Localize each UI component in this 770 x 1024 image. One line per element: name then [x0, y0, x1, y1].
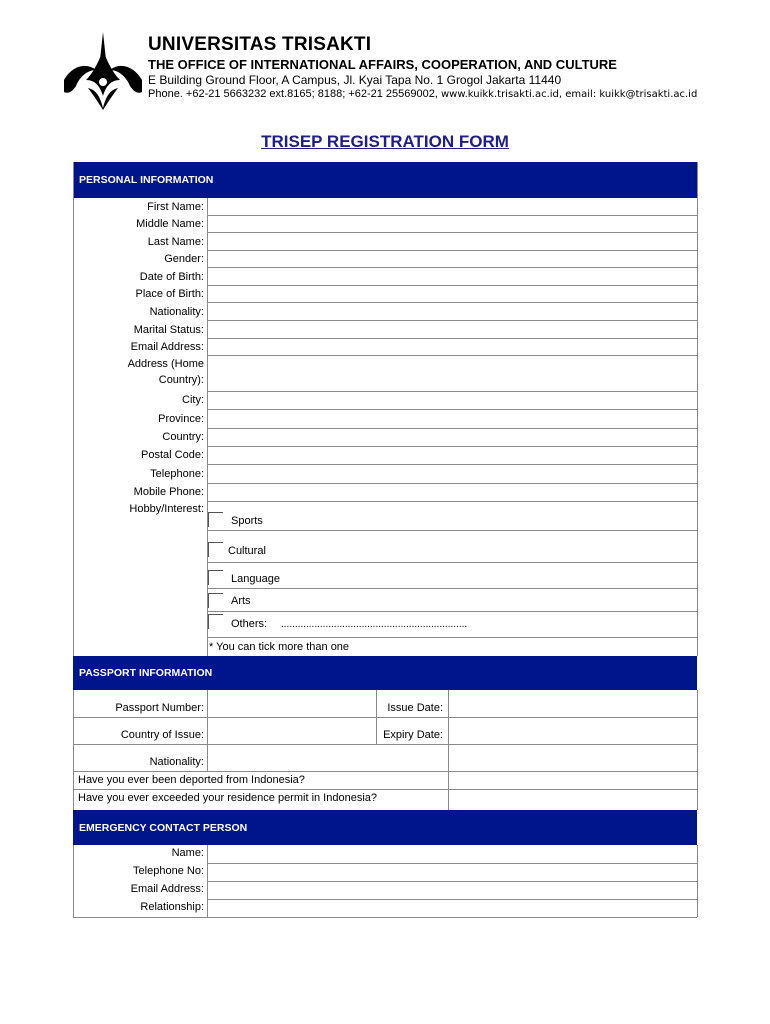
- personal-row-line: [207, 409, 697, 410]
- hobby-row-line: [207, 562, 697, 563]
- hobby-row-line: [207, 588, 697, 589]
- hobby-arts-checkbox[interactable]: [208, 593, 223, 608]
- personal-field-label: Telephone:: [150, 468, 204, 480]
- personal-field-label: First Name:: [147, 201, 204, 213]
- emergency-field-label: Name:: [171, 847, 204, 859]
- emergency-field-label: Relationship:: [140, 901, 204, 913]
- deported-question: Have you ever been deported from Indonesia?: [78, 774, 305, 786]
- country-of-issue-field[interactable]: [208, 718, 375, 744]
- personal-field-input[interactable]: [208, 429, 696, 446]
- border-right: [697, 690, 698, 810]
- personal-field-input[interactable]: [208, 199, 696, 215]
- emergency-field-label: Telephone No:: [133, 865, 204, 877]
- personal-field-input[interactable]: [208, 251, 696, 267]
- personal-field-label: City:: [182, 394, 204, 406]
- address-home-label-2: Country):: [158, 374, 204, 386]
- passport-info-heading: PASSPORT INFORMATION: [73, 656, 697, 690]
- personal-field-input[interactable]: [208, 392, 696, 409]
- personal-field-input[interactable]: [208, 234, 696, 250]
- office-name: THE OFFICE OF INTERNATIONAL AFFAIRS, COOPERATION, AND CULTURE: [148, 57, 617, 72]
- office-address: E Building Ground Floor, A Campus, Jl. Kyai Tapa No. 1 Grogol Jakarta 11440: [148, 73, 562, 87]
- hobby-others-checkbox[interactable]: [208, 614, 223, 629]
- exceeded-question: Have you ever exceeded your residence permit in Indonesia?: [78, 792, 378, 804]
- personal-field-input[interactable]: [208, 216, 696, 232]
- address-home-label-1: Address (Home: [127, 358, 204, 370]
- tick-note: * You can tick more than one: [209, 641, 350, 653]
- personal-field-input[interactable]: [208, 322, 696, 338]
- hobby-row-line: [207, 637, 697, 638]
- personal-field-input[interactable]: [208, 466, 696, 483]
- issue-date-field[interactable]: [449, 691, 696, 717]
- border-right: [697, 162, 698, 656]
- hobby-cultural-checkbox[interactable]: [208, 542, 223, 557]
- personal-row-line: [207, 232, 697, 233]
- emergency-bottom-line: [73, 917, 697, 918]
- deported-answer-field[interactable]: [449, 772, 696, 789]
- others-dotted-line[interactable]: ...................................................................: [281, 619, 468, 630]
- expiry-date-label: Expiry Date:: [383, 729, 443, 741]
- personal-field-label: Middle Name:: [136, 218, 204, 230]
- personal-field-label: Province:: [158, 413, 204, 425]
- personal-field-label: Mobile Phone:: [133, 486, 204, 498]
- expiry-date-field[interactable]: [449, 718, 696, 744]
- phone-text: Phone. +62-21 5663232 ext.8165; 8188; +62-21 25569002,: [148, 88, 438, 100]
- hobby-language-checkbox[interactable]: [208, 570, 223, 585]
- university-name: UNIVERSITAS TRISAKTI: [148, 34, 372, 55]
- personal-row-line: [207, 302, 697, 303]
- address-home-input[interactable]: [208, 356, 696, 390]
- personal-field-label: Marital Status:: [133, 324, 204, 336]
- trisakti-logo: [62, 30, 144, 112]
- personal-field-input[interactable]: [208, 411, 696, 428]
- personal-row-line: [207, 464, 697, 465]
- emergency-field-input[interactable]: [208, 864, 696, 880]
- personal-field-label: Place of Birth:: [135, 288, 204, 300]
- passport-number-field[interactable]: [208, 691, 375, 717]
- office-contact: [148, 88, 697, 100]
- emergency-field-input[interactable]: [208, 882, 696, 898]
- personal-field-input[interactable]: [208, 304, 696, 320]
- passport-nationality-field[interactable]: [208, 745, 696, 771]
- personal-field-label: Last Name:: [147, 236, 204, 248]
- personal-row-line: [207, 320, 697, 321]
- border-left: [73, 690, 74, 810]
- personal-field-label: Email Address:: [130, 341, 204, 353]
- emergency-field-label: Email Address:: [130, 883, 204, 895]
- emergency-field-input[interactable]: [208, 846, 696, 862]
- personal-field-label: Date of Birth:: [139, 271, 204, 283]
- hobby-row-line: [207, 611, 697, 612]
- hobby-label: Hobby/Interest:: [129, 503, 204, 515]
- hobby-row-line: [207, 530, 697, 531]
- personal-field-input[interactable]: [208, 447, 696, 464]
- country-of-issue-label: Country of Issue:: [120, 729, 204, 741]
- border-right: [697, 845, 698, 917]
- border-left: [73, 845, 74, 917]
- hobby-language-label: Language: [231, 573, 280, 585]
- emergency-contact-heading: EMERGENCY CONTACT PERSON: [73, 810, 697, 845]
- border-left: [73, 162, 74, 656]
- personal-field-input[interactable]: [208, 339, 696, 355]
- personal-field-label: Country:: [162, 431, 204, 443]
- personal-info-heading: PERSONAL INFORMATION: [73, 162, 697, 198]
- passport-nationality-label: Nationality:: [149, 756, 204, 768]
- personal-field-input[interactable]: [208, 484, 696, 501]
- hobby-cultural-label: Cultural: [228, 545, 266, 557]
- personal-field-input[interactable]: [208, 269, 696, 285]
- personal-row-line: [207, 267, 697, 268]
- personal-field-label: Nationality:: [149, 306, 204, 318]
- hobby-sports-checkbox[interactable]: [208, 512, 223, 527]
- form-title: TRISEP REGISTRATION FORM: [261, 132, 509, 151]
- personal-field-label: Gender:: [164, 253, 204, 265]
- hobby-others-label: Others:: [231, 618, 268, 630]
- issue-date-label: Issue Date:: [387, 702, 443, 714]
- personal-field-label: Postal Code:: [141, 449, 204, 461]
- personal-row-line: [207, 501, 697, 502]
- hobby-arts-label: Arts: [231, 595, 251, 607]
- emergency-field-input[interactable]: [208, 900, 696, 916]
- hobby-sports-label: Sports: [231, 515, 263, 527]
- personal-field-input[interactable]: [208, 286, 696, 302]
- passport-number-label: Passport Number:: [115, 702, 204, 714]
- exceeded-answer-field[interactable]: [449, 790, 696, 809]
- web-email-text: www.kuikk.trisakti.ac.id, email: kuikk@trisakti.ac.id: [440, 89, 698, 100]
